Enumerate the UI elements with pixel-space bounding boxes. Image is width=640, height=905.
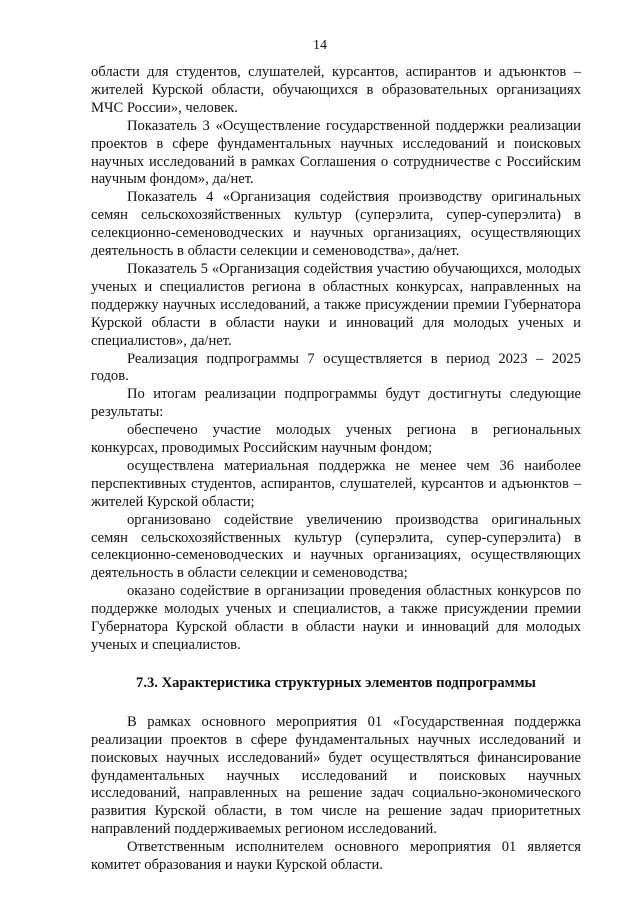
page-number: 14 <box>313 38 327 53</box>
document-body <box>91 64 581 875</box>
paragraph-indicator-3: Показатель 3 «Осуществление государственной поддержки реализации проектов в сфере фундаментальных научных исследований и поисковых научных исследований в рамках Соглашения о сотрудничестве с Российским научным фондом», да/нет. <box>91 117 581 188</box>
paragraph-section-body: В рамках основного мероприятия 01 «Государственная поддержка реализации проектов в сфере фундаментальных научных исследований и поисковых научных исследований» будет осуществляться финансирование фундаментальных научных исследований и поисковых научных исследований, направленных на решение задач социально-экономического развития Курской области, в том числе на решение задач приоритетных направлений поддерживаемых регионом исследований. <box>91 713 581 838</box>
paragraph-indicator-5: Показатель 5 «Организация содействия участию обучающихся, молодых ученых и специалистов региона в областных конкурсах, направленных на поддержку научных исследований, а также присуждении премии Губернатора Курской области в области науки и инноваций для молодых ученых и специалистов», да/нет. <box>91 260 581 349</box>
paragraph-result-item: организовано содействие увеличению производства оригинальных семян сельскохозяйственных культур (суперэлита, супер-суперэлита) в селекционно-семеноводческих и научных организациях, осуществляющих деятельность в области селекции и семеноводства; <box>91 511 581 582</box>
paragraph-result-item: осуществлена материальная поддержка не менее чем 36 наиболее перспективных студентов, аспирантов, слушателей, курсантов и адъюнктов – жителей Курской области; <box>91 457 581 510</box>
paragraph-section-body: Ответственным исполнителем основного мероприятия 01 является комитет образования и науки Курской области. <box>91 839 581 874</box>
paragraph-implementation-period: Реализация подпрограммы 7 осуществляется в период 2023 – 2025 годов. <box>91 350 581 385</box>
paragraph-result-item: оказано содействие в организации проведения областных конкурсов по поддержке молодых ученых и специалистов, а также присуждении премии Губернатора Курской области в области науки и инноваций для молодых ученых и специалистов. <box>91 583 581 653</box>
paragraph-results-intro: По итогам реализации подпрограммы будут достигнуты следующие результаты: <box>91 386 581 421</box>
section-heading: 7.3. Характеристика структурных элементов подпрограммы <box>136 674 536 691</box>
paragraph-continuation: области для студентов, слушателей, курсантов, аспирантов и адъюнктов – жителей Курской области, обучающихся в образовательных организациях МЧС России», человек. <box>91 64 581 116</box>
paragraph-indicator-4: Показатель 4 «Организация содействия производству оригинальных семян сельскохозяйственных культур (суперэлита, супер-суперэлита) в селекционно-семеноводческих и научных организациях, осуществляющих деятельность в области селекции и семеноводства», да/нет. <box>91 189 581 260</box>
paragraph-result-item: обеспечено участие молодых ученых региона в региональных конкурсах, проводимых Российским научным фондом; <box>91 422 581 457</box>
